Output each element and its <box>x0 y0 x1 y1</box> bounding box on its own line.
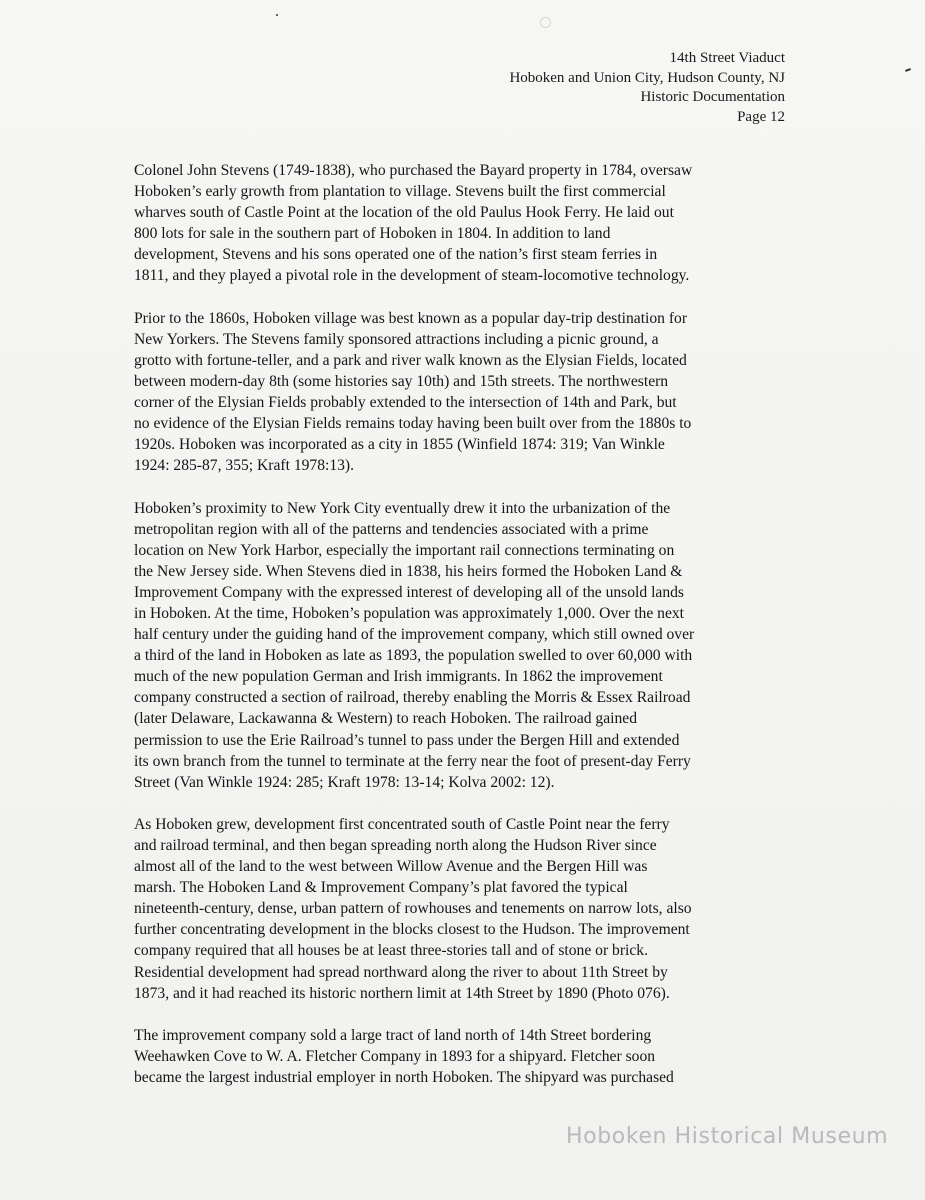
scan-speck <box>276 14 278 16</box>
header-location: Hoboken and Union City, Hudson County, NJ <box>509 69 785 86</box>
paragraph-1: Colonel John Stevens (1749-1838), who purchased the Bayard property in 1784, oversaw Hoboken’s early growth from plantation to village. Stevens built the first commercial wharves south of Castle Point at the location of the old Paulus Hook Ferry. He laid out 800 lots for sale in the southern part of Hoboken in 1804. In addition to land development, Stevens and his sons operated one of the nation’s first steam ferries in 1811, and they played a pivotal role in the development of steam-locomotive technology. <box>134 162 693 285</box>
header-title: 14th Street Viaduct <box>669 50 785 66</box>
scan-speck <box>905 68 911 72</box>
page-number: Page 12 <box>737 108 785 125</box>
document-body <box>134 160 814 1109</box>
header-subtitle: Historic Documentation <box>640 89 785 105</box>
paragraph-2: Prior to the 1860s, Hoboken village was best known as a popular day-trip destination for New Yorkers. The Stevens family sponsored attractions including a picnic ground, a grotto with fortune-teller, and a park and river walk known as the Elysian Fields, located between modern-day 8th (some histories say 10th) and 15th streets. The northwestern corner of the Elysian Fields probably extended to the intersection of 14th and Park, but no evidence of the Elysian Fields remains today having been built over from the 1880s to 1920s. Hoboken was incorporated as a city in 1855 (Winfield 1874: 319; Van Winkle 1924: 285-87, 355; Kraft 1978:13). <box>134 309 692 475</box>
paragraph-5: The improvement company sold a large tract of land north of 14th Street bordering Weehawken Cove to W. A. Fletcher Company in 1893 for a shipyard. Fletcher soon became the largest industrial employer in north Hoboken. The shipyard was purchased <box>134 1026 674 1087</box>
paragraph-4: As Hoboken grew, development first concentrated south of Castle Point near the ferry and railroad terminal, and then began spreading north along the Hudson River since almost all of the land to the west between Willow Avenue and the Bergen Hill was marsh. The Hoboken Land & Improvement Company’s plat favored the typical nineteenth-century, dense, urban pattern of rowhouses and tenements on narrow lots, also further concentrating development in the blocks closest to the Hudson. The improvement company required that all houses be at least three-stories tall and of stone or brick. Residential development had spread northward along the river to about 11th Street by 1873, and it had reached its historic northern limit at 14th Street by 1890 (Photo 076). <box>134 815 692 1002</box>
scan-mark <box>540 17 551 28</box>
museum-watermark: Hoboken Historical Museum <box>566 1124 889 1149</box>
page-header <box>509 49 785 127</box>
paragraph-3: Hoboken’s proximity to New York City eventually drew it into the urbanization of the metropolitan region with all of the patterns and tendencies associated with a prime location on New York Harbor, especially the important rail connections terminating on the New Jersey side. When Stevens died in 1838, his heirs formed the Hoboken Land & Improvement Company with the expressed interest of developing all of the unsold lands in Hoboken. At the time, Hoboken’s population was approximately 1,000. Over the next half century under the guiding hand of the improvement company, which still owned over a third of the land in Hoboken as late as 1893, the population swelled to over 60,000 with much of the new population German and Irish immigrants. In 1862 the improvement company constructed a section of railroad, thereby enabling the Morris & Essex Railroad (later Delaware, Lackawanna & Western) to reach Hoboken. The railroad gained permission to use the Erie Railroad’s tunnel to pass under the Bergen Hill and extended its own branch from the tunnel to terminate at the ferry near the foot of present-day Ferry Street (Van Winkle 1924: 285; Kraft 1978: 13-14; Kolva 2002: 12). <box>134 499 695 791</box>
